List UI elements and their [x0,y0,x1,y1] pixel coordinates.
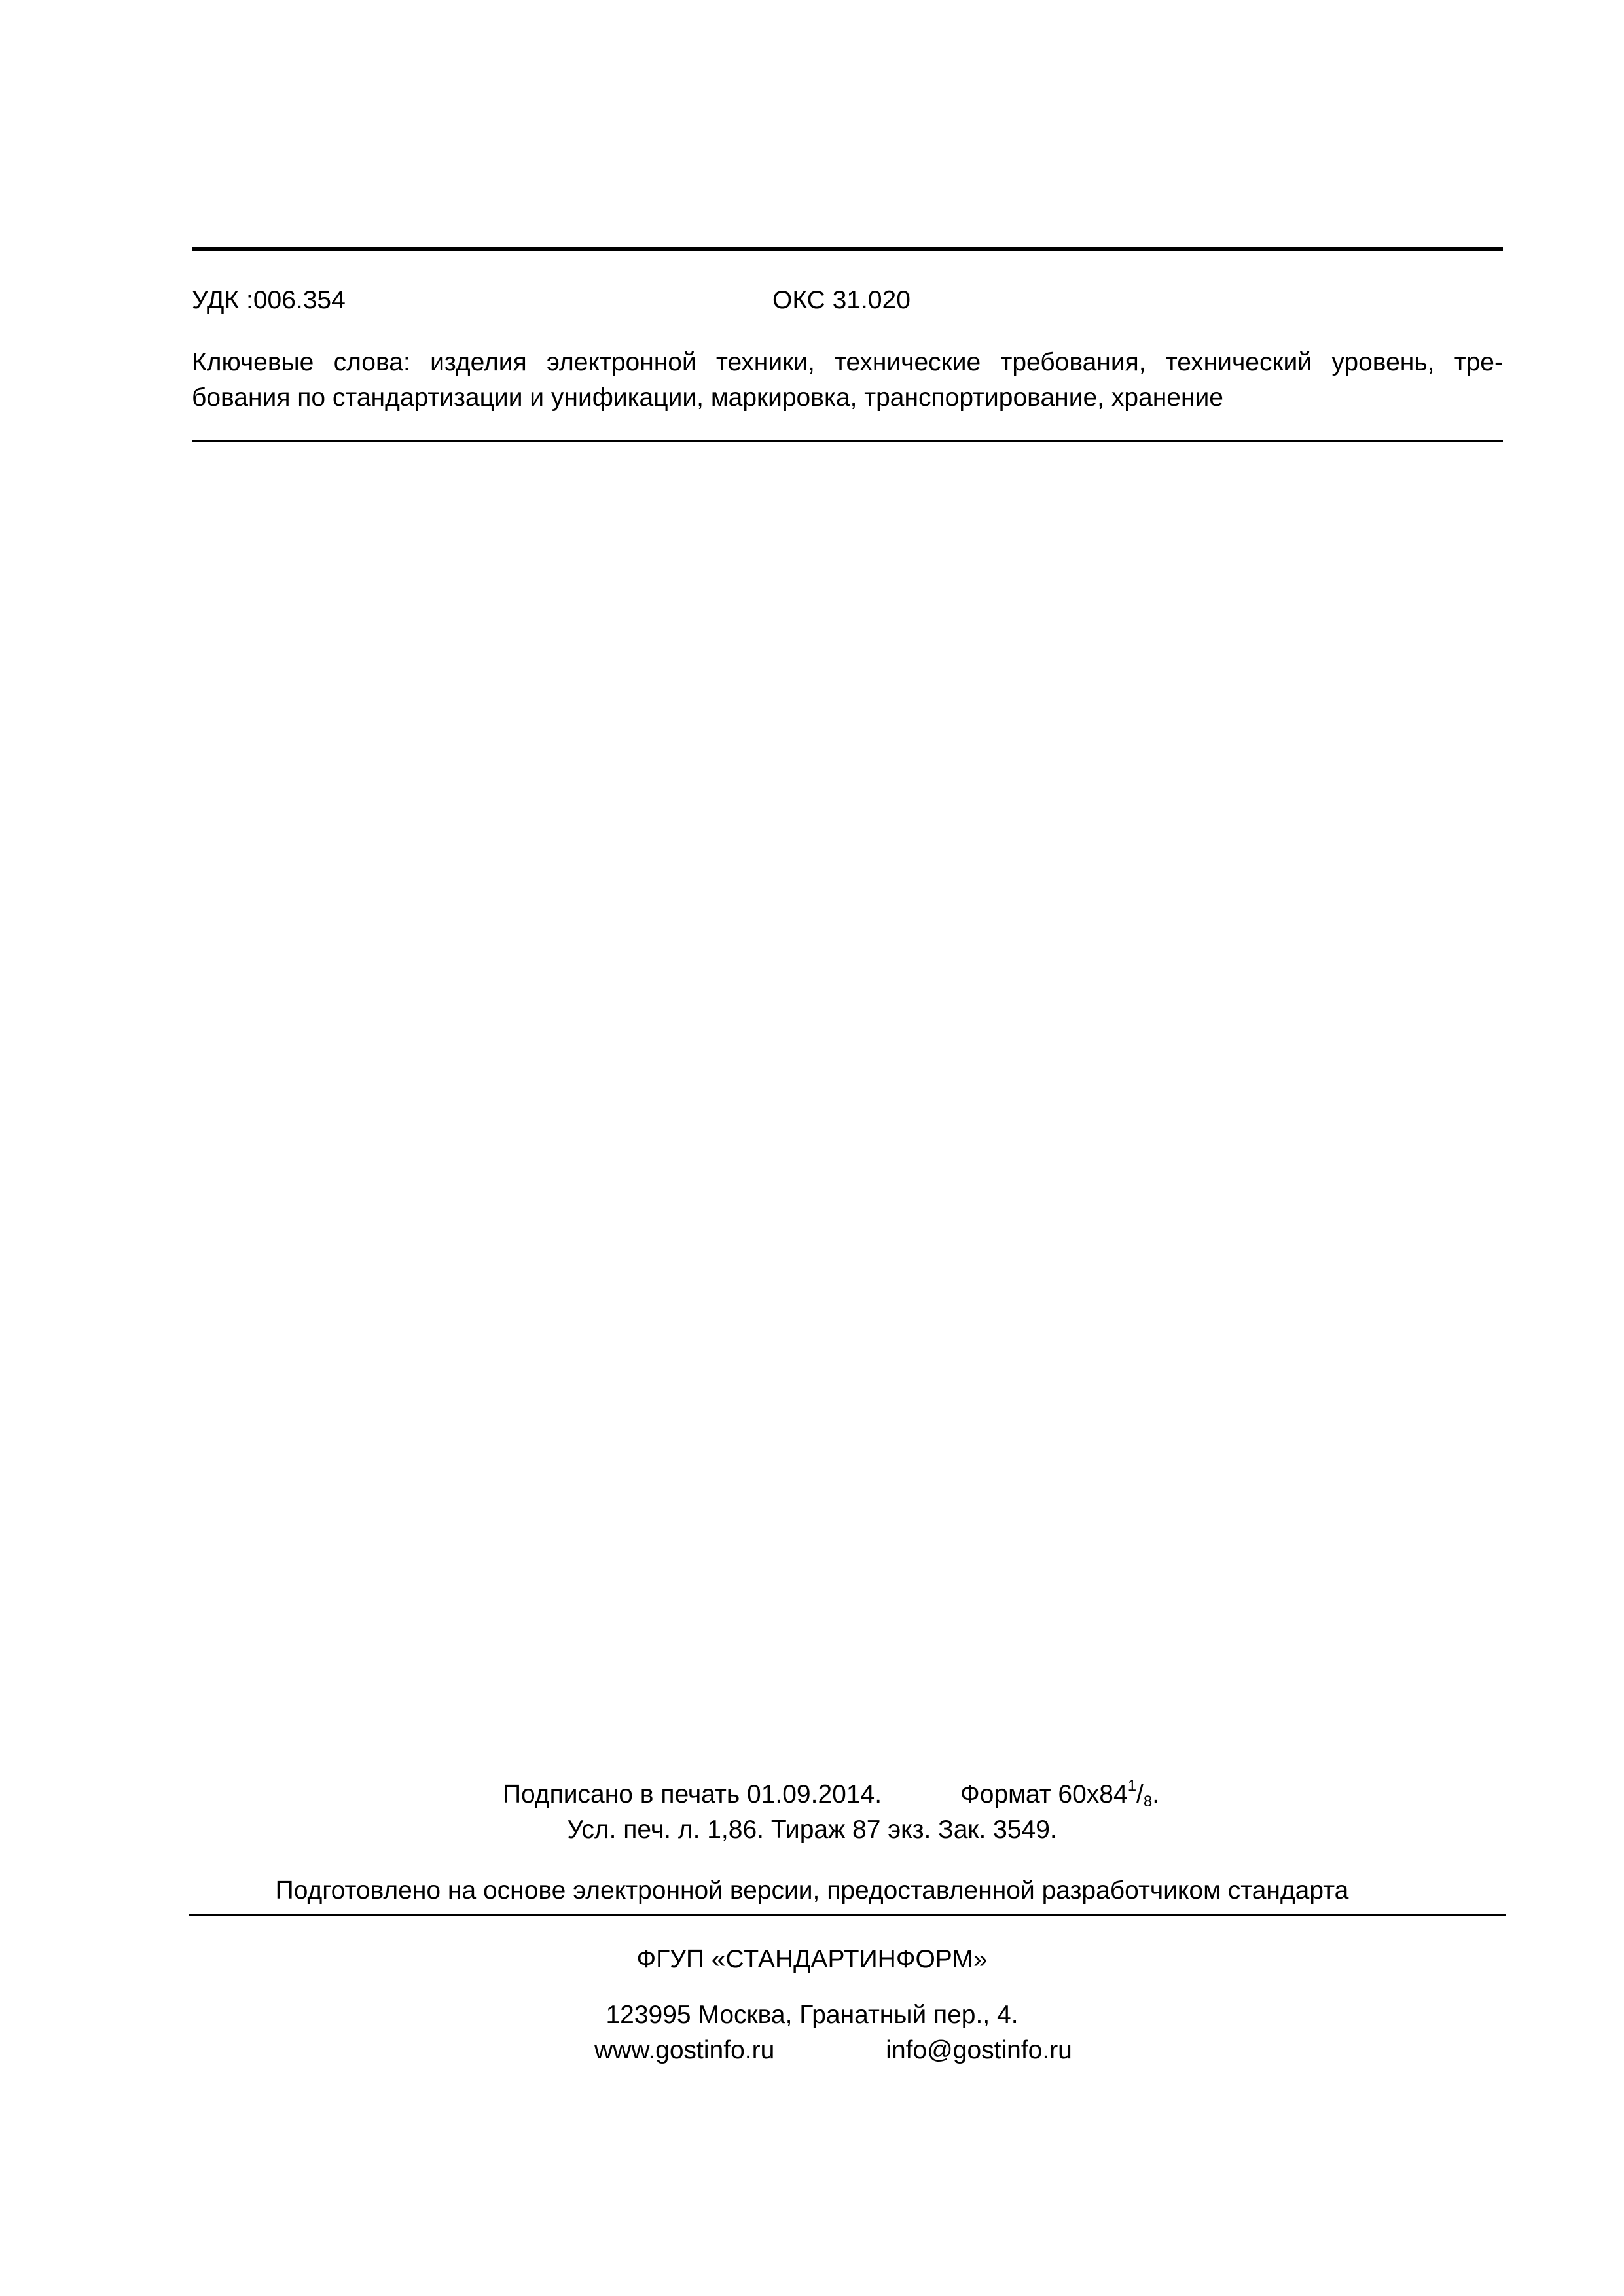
keywords-line-1: Ключевые слова: изделия электронной техники, технические требования, технический уровень, тре- [192,348,1503,376]
oks-code: ОКС 31.020 [772,286,911,314]
signed-for-print-row [503,1779,1159,1814]
keywords-block [192,345,1503,416]
keywords-bottom-rule [192,440,1503,442]
format-numerator: 1 [1127,1777,1137,1795]
email-link[interactable]: info@gostinfo.ru [886,2036,1072,2064]
publisher-contacts [594,2035,1072,2066]
format-denominator: 8 [1143,1793,1153,1810]
print-info: Усл. печ. л. 1,86. Тираж 87 экз. Зак. 3549. [567,1816,1057,1844]
keywords-line-2: бования по стандартизации и унификации, маркировка, транспортирование, хранение [192,384,1223,412]
website-link[interactable]: www.gostinfo.ru [594,2036,775,2064]
signed-date: Подписано в печать 01.09.2014. [503,1780,882,1808]
top-thick-rule [192,247,1503,251]
publisher-name: ФГУП «СТАНДАРТИНФОРМ» [636,1945,988,1973]
format-label: Формат 60х84 [960,1780,1128,1808]
prepared-note: Подготовлено на основе электронной версии, предоставленной разработчиком стандарта [275,1876,1349,1905]
format-slash: / [1136,1780,1144,1808]
format-end: . [1152,1780,1160,1808]
publisher-address: 123995 Москва, Гранатный пер., 4. [605,2001,1019,2029]
udk-code: УДК :006.354 [192,286,346,314]
footer-rule [189,1914,1506,1916]
